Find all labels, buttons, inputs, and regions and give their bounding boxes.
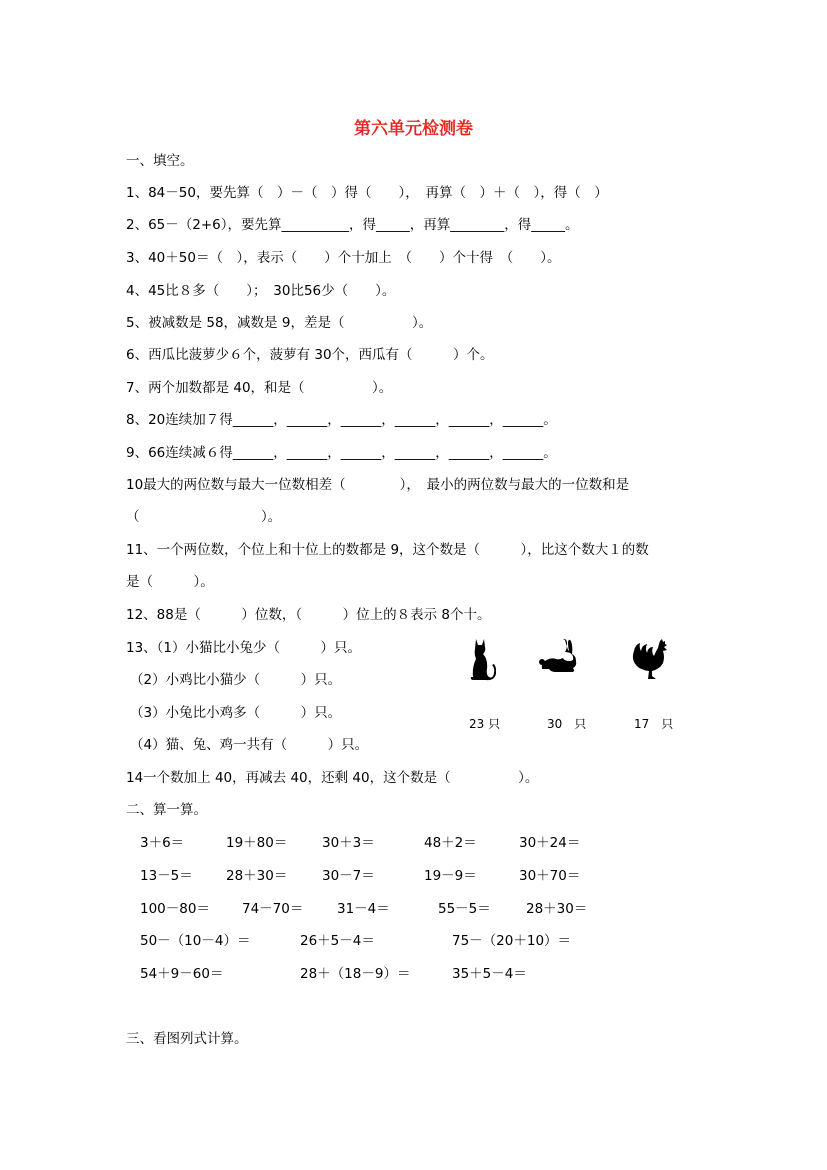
calc-item: 19－9＝	[424, 868, 477, 884]
cat-count: 23 只	[469, 717, 501, 731]
question-14: 14一个数加上 40，再减去 40，还剩 40，这个数是（ ）。	[126, 770, 539, 786]
question-8: 8、20连续加７得______，______，______，______，______，______。	[126, 412, 557, 428]
section2-heading: 二、算一算。	[126, 802, 207, 818]
question-13-3: （3）小兔比小鸡多（ ）只。	[130, 705, 342, 721]
question-9: 9、66连续减６得______，______，______，______，______，______。	[126, 445, 557, 461]
calc-item: 74－70＝	[242, 901, 304, 917]
question-11-line2: 是（ ）。	[126, 574, 214, 590]
rabbit-icon	[539, 638, 579, 674]
question-4: 4、45比８多（ ）； 30比56少（ ）。	[126, 283, 396, 299]
calc-item: 54＋9－60＝	[140, 966, 224, 982]
rooster-count: 17 只	[634, 717, 674, 731]
calc-item: 75－（20＋10）＝	[452, 933, 572, 949]
calc-item: 3＋6＝	[140, 835, 185, 851]
calc-item: 30＋24＝	[519, 835, 581, 851]
calc-item: 30＋3＝	[322, 835, 375, 851]
question-5: 5、被减数是 58，减数是 9，差是（ ）。	[126, 315, 433, 331]
question-1: 1、84－50，要先算（ ）－（ ）得（ ）， 再算（ ）＋（ ），得（ ）	[126, 185, 608, 201]
question-13-1: 13、（1）小猫比小兔少（ ）只。	[126, 640, 362, 656]
page-title: 第六单元检测卷	[354, 119, 473, 139]
question-10-line1: 10最大的两位数与最大一位数相差（ ）， 最小的两位数与最大的一位数和是	[126, 477, 630, 493]
question-3: 3、40＋50＝（ ），表示（ ）个十加上 （ ）个十得 （ ）。	[126, 250, 561, 266]
question-10-line2: （ ）。	[126, 509, 282, 525]
question-12: 12、88是（ ）位数，（ ）位上的８表示 8个十。	[126, 607, 491, 623]
calc-item: 100－80＝	[140, 901, 210, 917]
calc-item: 55－5＝	[438, 901, 491, 917]
calc-item: 48＋2＝	[424, 835, 477, 851]
calc-item: 19＋80＝	[226, 835, 288, 851]
question-13-4: （4）猫、兔、鸡一共有（ ）只。	[130, 737, 369, 753]
calc-item: 28＋30＝	[226, 868, 288, 884]
question-13-2: （2）小鸡比小猫少（ ）只。	[130, 672, 342, 688]
question-7: 7、两个加数都是 40，和是（ ）。	[126, 380, 393, 396]
section1-heading: 一、填空。	[126, 153, 194, 169]
calc-item: 26＋5－4＝	[300, 933, 375, 949]
question-11-line1: 11、一个两位数，个位上和十位上的数都是 9，这个数是（ ），比这个数大１的数	[126, 542, 649, 558]
section3-heading: 三、看图列式计算。	[126, 1031, 248, 1047]
calc-item: 31－4＝	[337, 901, 390, 917]
question-6: 6、西瓜比菠萝少６个，菠萝有 30个，西瓜有（ ）个。	[126, 347, 494, 363]
question-2: 2、65－（2+6），要先算__________，得_____，再算________，得_____。	[126, 217, 579, 233]
calc-item: 30－7＝	[322, 868, 375, 884]
rooster-icon	[630, 639, 670, 681]
calc-item: 35＋5－4＝	[452, 966, 527, 982]
rabbit-count: 30 只	[547, 717, 587, 731]
calc-item: 28＋30＝	[526, 901, 588, 917]
calc-item: 28＋（18－9）＝	[300, 966, 411, 982]
calc-item: 50－（10－4）＝	[140, 933, 251, 949]
calc-item: 30＋70＝	[519, 868, 581, 884]
cat-icon	[466, 637, 496, 681]
calc-item: 13－5＝	[140, 868, 193, 884]
